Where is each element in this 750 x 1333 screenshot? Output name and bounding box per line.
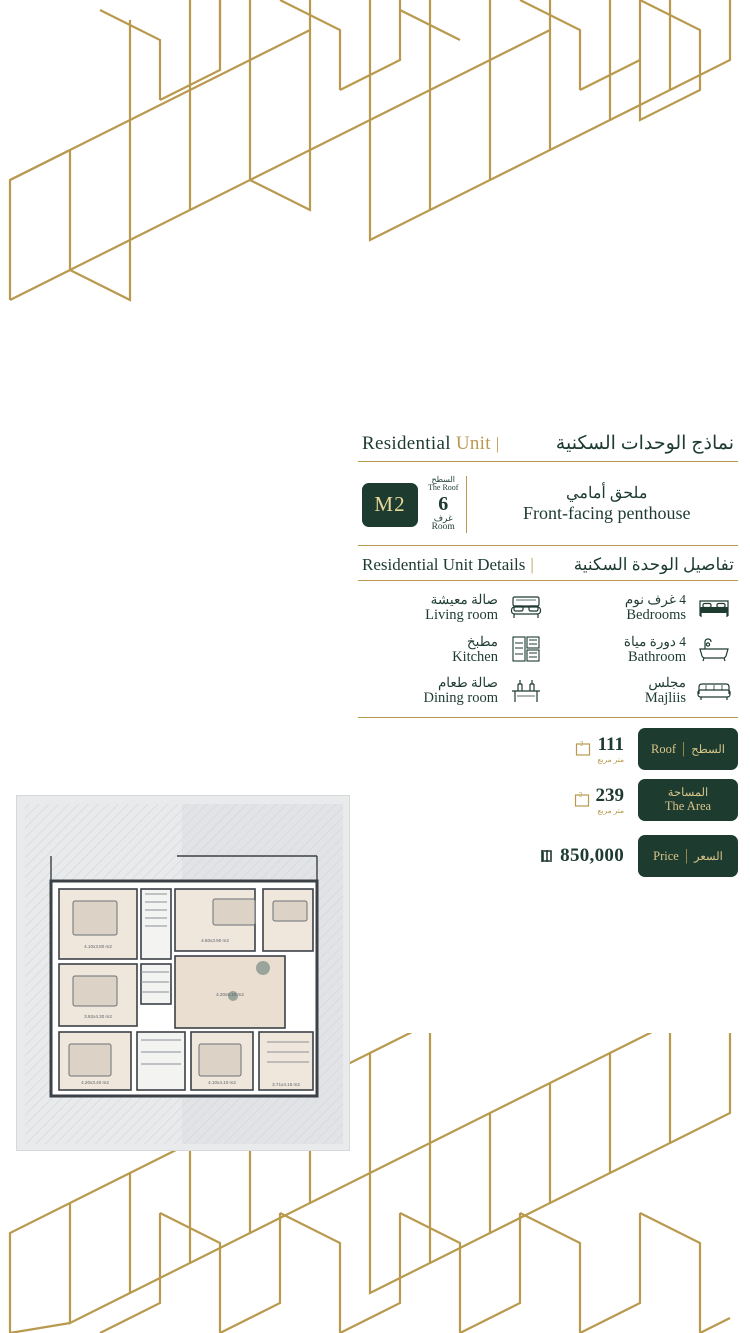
measure-row-roof — [358, 728, 738, 770]
roof-chip-separator: | — [681, 740, 686, 758]
spec-living-room — [360, 587, 504, 628]
spec-majliis-ar: مجلس — [648, 674, 686, 690]
details-heading-en-text: Residential Unit Details — [362, 555, 526, 575]
roof-chip — [638, 728, 738, 770]
panel-title-en — [362, 433, 505, 455]
couch-icon — [692, 670, 736, 711]
details-heading-ar: تفاصيل الوحدة السكنية — [573, 555, 734, 575]
roof-area-value — [575, 734, 624, 764]
panel-title-en-highlight: Unit — [455, 433, 491, 454]
price-chip — [638, 835, 738, 877]
sofa-icon — [504, 587, 548, 628]
price-value — [539, 845, 624, 867]
total-area-number: 239 — [595, 785, 624, 807]
rooms-count: 6 — [438, 492, 449, 515]
plan-room-label: 4.20x6.10 m2 — [216, 992, 244, 997]
total-area-value — [574, 785, 625, 815]
spec-bedrooms-ar: 4 غرف نوم — [624, 592, 686, 608]
spec-kitchen-ar: مطبخ — [466, 633, 498, 649]
plan-room-label: 3.71x4.15 m2 — [272, 1082, 300, 1087]
kitchen-icon — [504, 629, 548, 670]
shekel-icon — [539, 847, 555, 865]
measure-row-price — [358, 835, 738, 877]
details-header — [358, 546, 738, 581]
spec-bathroom-en: Bathroom — [628, 648, 686, 665]
spec-living-room-en: Living room — [425, 607, 498, 624]
panel-title-ar: نماذج الوحدات السكنية — [555, 433, 734, 454]
plan-room-label: 4.20x3.40 m2 — [81, 1080, 109, 1085]
specs-grid — [358, 581, 738, 718]
bathtub-icon — [692, 629, 736, 670]
unit-roof-rooms-block — [428, 476, 467, 533]
price-chip-separator: | — [684, 847, 689, 865]
unit-name-ar: ملحق أمامي — [566, 485, 648, 503]
plan-room-label: 4.60x3.90 m2 — [201, 938, 229, 943]
bed-icon — [692, 587, 736, 628]
area-chip-en: The Area — [664, 798, 712, 813]
price-chip-en: Price — [653, 848, 679, 863]
panel-title-en-pre: Residential — [362, 433, 456, 454]
spec-dining-room-en: Dining room — [423, 689, 498, 706]
square-meter-icon — [574, 792, 591, 809]
measure-row-area — [358, 779, 738, 821]
decorative-line-art-top — [0, 0, 750, 330]
area-chip — [638, 779, 738, 821]
price-number: 850,000 — [560, 845, 624, 867]
unit-summary-row — [358, 462, 738, 546]
svg-text:2: 2 — [578, 792, 582, 799]
unit-code-badge: M2 — [362, 483, 418, 527]
roof-label-ar: السطح — [431, 475, 455, 484]
rooms-label-en: Room — [431, 522, 455, 533]
roof-label-en: The Roof — [428, 483, 459, 493]
roof-area-number: 111 — [597, 734, 624, 756]
spec-majliis-en: Majliis — [644, 689, 686, 706]
spec-bathroom-ar: 4 دورة مياة — [623, 633, 686, 649]
unit-info-panel — [358, 432, 738, 886]
plan-room-label: 3.92x4.30 m2 — [84, 1014, 112, 1019]
spec-bedrooms — [548, 587, 692, 628]
title-separator: | — [495, 434, 500, 453]
dining-table-icon — [504, 670, 548, 711]
total-area-unit: متر مربع — [597, 806, 624, 816]
plan-room-label: 4.10x3.80 m2 — [84, 944, 112, 949]
unit-name-block — [479, 485, 734, 524]
floor-plan-drawing — [17, 796, 350, 1151]
details-heading-en — [362, 555, 539, 575]
spec-kitchen-en: Kitchen — [452, 648, 498, 665]
measures-block — [358, 718, 738, 877]
spec-dining-room-ar: صالة طعام — [437, 674, 498, 690]
spec-majliis — [548, 670, 692, 711]
unit-name-en: Front-facing penthouse — [522, 503, 691, 524]
svg-text:2: 2 — [580, 741, 584, 748]
roof-area-unit: متر مربع — [597, 755, 624, 765]
details-separator: | — [530, 555, 534, 575]
rooms-label-ar: غرف — [433, 512, 453, 523]
square-meter-icon — [575, 741, 592, 758]
panel-header — [358, 432, 738, 462]
spec-kitchen — [360, 629, 504, 670]
plan-room-label: 4.10x4.10 m2 — [208, 1080, 236, 1085]
roof-chip-ar: السطح — [691, 744, 726, 757]
spec-living-room-ar: صالة معيشة — [430, 592, 498, 608]
area-chip-ar: المساحة — [667, 787, 709, 800]
spec-bedrooms-en: Bedrooms — [626, 607, 686, 624]
floor-plan-image[interactable] — [16, 795, 350, 1151]
spec-bathroom — [548, 629, 692, 670]
roof-chip-en: Roof — [650, 741, 676, 756]
spec-dining-room — [360, 670, 504, 711]
price-chip-ar: السعر — [694, 851, 723, 864]
